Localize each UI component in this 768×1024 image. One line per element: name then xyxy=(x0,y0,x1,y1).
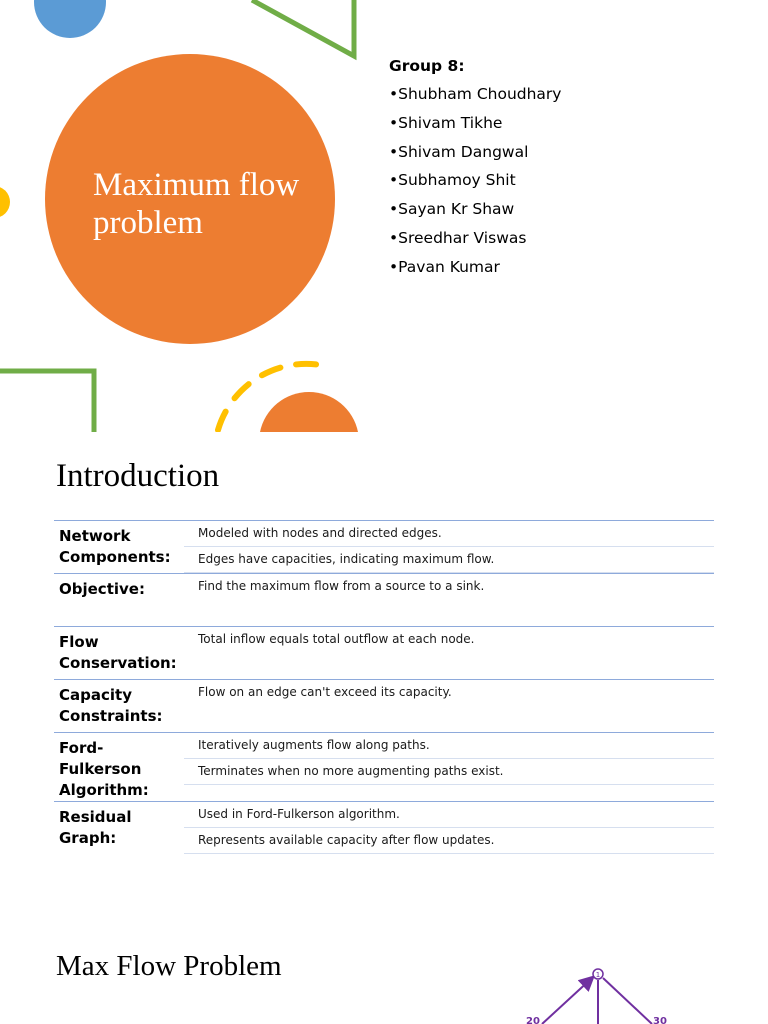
max-flow-title: Max Flow Problem xyxy=(56,950,282,982)
table-row xyxy=(54,732,714,801)
row-label: Flow Conservation: xyxy=(59,633,177,672)
orange-half-circle-decoration xyxy=(260,392,358,432)
table-row xyxy=(54,679,714,732)
edge-label: 20 xyxy=(526,1016,540,1024)
table-row xyxy=(54,520,714,573)
flow-network-graph xyxy=(0,916,768,1024)
row-detail: Edges have capacities, indicating maximum flow. xyxy=(184,547,714,573)
row-detail: Used in Ford-Fulkerson algorithm. xyxy=(184,802,714,828)
row-detail: Iteratively augments flow along paths. xyxy=(184,733,714,759)
node-label: 1 xyxy=(595,971,601,979)
table-row xyxy=(54,626,714,679)
member-name: •Pavan Kumar xyxy=(389,257,500,276)
member-name: •Sreedhar Viswas xyxy=(389,228,527,247)
member-name: •Subhamoy Shit xyxy=(389,171,516,190)
max-flow-slide xyxy=(0,916,768,1024)
row-label: Objective: xyxy=(59,580,145,598)
row-label: Network Components: xyxy=(59,527,171,566)
introduction-slide xyxy=(0,432,768,916)
table-row xyxy=(54,801,714,854)
graph-edge xyxy=(603,978,652,1024)
row-label: Capacity Constraints: xyxy=(59,686,163,725)
group-members xyxy=(389,54,561,282)
yellow-half-circle-decoration xyxy=(0,186,10,218)
blue-circle-decoration xyxy=(34,0,106,38)
row-detail: Total inflow equals total outflow at each node. xyxy=(198,632,475,646)
row-detail: Modeled with nodes and directed edges. xyxy=(184,521,714,547)
graph-edge xyxy=(542,978,592,1024)
row-detail: Flow on an edge can't exceed its capacity. xyxy=(198,685,452,699)
member-name: •Shivam Tikhe xyxy=(389,113,503,132)
intro-table xyxy=(54,520,714,854)
row-detail: Terminates when no more augmenting paths exist. xyxy=(184,759,714,785)
member-name: •Shivam Dangwal xyxy=(389,142,529,161)
row-label: Ford-Fulkerson Algorithm: xyxy=(59,739,149,799)
presentation-title: Maximum flow problem xyxy=(93,167,300,241)
group-heading: Group 8: xyxy=(389,57,465,75)
green-corner-decoration xyxy=(0,371,94,432)
row-detail: Represents available capacity after flow updates. xyxy=(184,828,714,854)
introduction-title: Introduction xyxy=(56,458,220,494)
edge-label: 30 xyxy=(653,1016,667,1024)
member-name: •Shubham Choudhary xyxy=(389,85,562,103)
row-label: Residual Graph: xyxy=(59,808,132,847)
row-detail: Find the maximum flow from a source to a sink. xyxy=(198,579,485,593)
title-slide xyxy=(0,0,768,432)
green-triangle-decoration xyxy=(252,0,354,56)
member-name: •Sayan Kr Shaw xyxy=(389,200,515,219)
table-row xyxy=(54,573,714,626)
